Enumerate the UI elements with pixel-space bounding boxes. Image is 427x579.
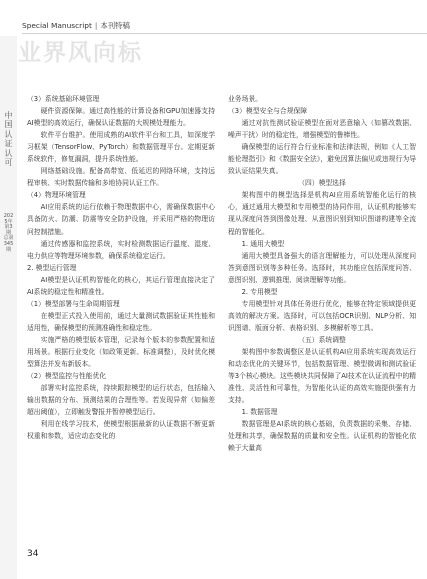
paragraph: 专用模型针对具体任务进行优化，能够在特定领域提供更高效的解决方案。选择时，可以包括OCR识别、NLP分析、知识图谱、版面分析、表格识别、多模解析等工具。 [228,299,416,332]
heading: 2. 专用模型 [241,287,278,296]
heading: （4）物理环境管理 [27,191,86,200]
right-column [228,93,416,454]
paragraph: 确保模型的运行符合行业标准和法律法规，例如《人工智能伦理指引》和《数据安全法》，避免因算法偏见或违规行为导致认证结果失真。 [228,143,416,176]
journal-name: 中国认证认可 [4,111,13,168]
issue-label: 2025年第3期 总第345期 [3,213,14,253]
paragraph: 架构图中参数调整区是认证机构AI应用系统实现高效运行和动态优化的关键环节，包括数据管理、模型微调和测试验证等3个核心模块。这些模块共同保障了AI技术在认证流程中的精准性、灵活性和可靠性，为智能化认证的高效实施提供强有力支持。 [228,347,416,405]
paragraph: 架构图中的模型选择是机构AI应用系统智能化运行的核心，通过通用大模型和专用模型的协同作用，认证机构能够实现从深度问答到图像处理、从意图识别到知识图谱构建等全流程的智能化。 [228,191,416,236]
paragraph: 硬件资源保障。通过高性能的计算设备和GPU加速器支持AI模型的高效运行，确保认证数据的大规模处理能力。 [27,107,215,128]
heading: 1. 数据管理 [241,408,278,417]
section-label-en: Special Manuscript [22,21,92,30]
left-column [27,93,215,442]
section-heading: （四）模型选择 [298,179,346,188]
section-label-cn: 本刊特稿 [100,21,130,30]
sidebar-strip [0,36,17,579]
page-number: 34 [27,549,39,559]
heading: 2. 模型运行管理 [27,263,77,272]
heading: （1）模型部署与生命周期管理 [27,299,120,308]
paragraph: 网络基础设施。配备高带宽、低延迟的网络环境，支持远程审核、实时数据传输和多地协同认证工作。 [27,167,215,188]
paragraph: AI模型是认证机构智能化的核心，其运行管理直接决定了AI系统的稳定性和精准性。 [27,275,215,296]
section-tag [22,20,130,31]
section-separator: | [94,21,98,30]
paragraph: 通过传感器和监控系统，实时检测数据运行温度、湿度、电力供应等物理环境参数，确保系统稳定运行。 [27,239,215,260]
paragraph: 实施严格的模型版本管理，记录每个版本的参数配置和适用场景。根据行业变化（如政策更新、标准调整），及时优化模型算法并发布新版本。 [27,335,215,369]
paragraph: AI应用系统的运行依赖于物理数据中心，需确保数据中心具备防火、防潮、防震等安全防护设施，并采用严格的物理访问控制措施。 [27,203,215,236]
paragraph: 部署实时监控系统，持续跟踪模型的运行状态，包括输入输出数据的分布、预测结果的合理性等。若发现异常（如偏差超出阈值），立即触发警报并暂停模型运行。 [27,384,215,417]
paragraph: 业务场景。 [228,95,262,103]
paragraph: 利用在线学习技术，使模型根据最新的认证数据不断更新权重和参数，适应动态变化的 [27,420,215,441]
paragraph: 软件平台维护。使用成熟的AI软件平台和工具，如深度学习框架（TensorFlow、PyTorch）和数据管理平台。定期更新系统软件，修复漏洞，提升系统性能。 [27,131,215,164]
heading: （3）模型安全与合规保障 [228,107,308,116]
watermark-title: 业界风向标 [18,40,143,66]
heading: 1. 通用大模型 [241,239,285,248]
paragraph: 通用大模型具备强大的语言理解能力，可以处理从深度问答到意图识别等多种任务。选择时，其功能应包括深度问答、意图识别、逻辑推理、阅读理解等功能。 [228,251,416,284]
paragraph: 在模型正式投入使用前，通过大量测试数据验证其性能和适用性，确保模型的预测准确性和稳定性。 [27,311,215,332]
paragraph: 通过对抗性测试验证模型在面对恶意输入（如篡改数据、噪声干扰）时的稳定性，增强模型的鲁棒性。 [228,119,416,140]
heading: （2）模型监控与性能优化 [27,372,107,381]
section-heading: （五）系统调整 [298,335,346,344]
heading: （3）系统基础环境管理 [27,95,100,103]
paragraph: 数据管理是AI系统的核心基础，负责数据的采集、存储、处理和共享，确保数据的质量和安全性。认证机构的智能化依赖于大量高 [228,420,416,453]
